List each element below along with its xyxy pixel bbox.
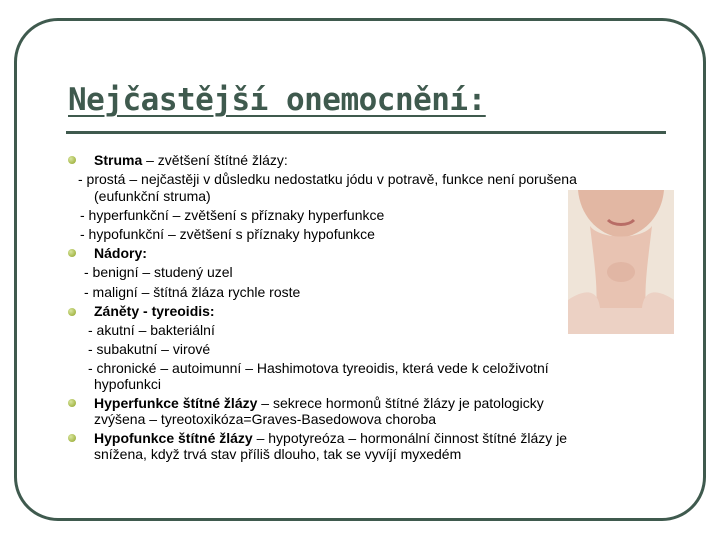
item-continuation: zvýšena – tyreotoxikóza=Graves-Basedowova choroba xyxy=(94,411,437,427)
sub-item: - hyperfunkční – zvětšení s příznaky hyperfunkce xyxy=(80,207,385,223)
item-heading: Struma xyxy=(94,152,143,168)
item-text: – zvětšení štítné žlázy: xyxy=(142,152,288,168)
item-continuation: snížena, když trvá stav příliš dlouho, tak se vyvíjí myxedém xyxy=(94,446,462,462)
bullet-icon xyxy=(68,399,76,407)
sub-item: - subakutní – virové xyxy=(88,341,211,357)
sub-item: - hypofunkční – zvětšení s příznaky hypofunkce xyxy=(80,226,375,242)
bullet-icon xyxy=(68,434,76,442)
item-heading: Nádory: xyxy=(94,245,147,261)
bullet-icon xyxy=(68,156,76,164)
sub-item: - akutní – bakteriální xyxy=(88,322,215,338)
list-item-struma xyxy=(94,151,288,169)
bullet-icon xyxy=(68,249,76,257)
sub-item: - benigní – studený uzel xyxy=(84,264,233,280)
item-heading: Hyperfunkce štítné žlázy xyxy=(94,395,258,411)
sub-item: - chronické – autoimunní – Hashimotova tyreoidis, která vede k celoživotní xyxy=(88,360,549,376)
bullet-icon xyxy=(68,308,76,316)
sub-item-continuation: (eufunkční struma) xyxy=(94,188,211,204)
item-heading: Hypofunkce štítné žlázy xyxy=(94,430,253,446)
sub-item: - prostá – nejčastěji v důsledku nedostatku jódu v potravě, funkce není porušena xyxy=(78,171,577,187)
list-item-zanety xyxy=(94,302,215,320)
item-text: – sekrece hormonů štítné žlázy je patologicky xyxy=(257,395,544,411)
slide-title: Nejčastější onemocnění: xyxy=(68,82,486,118)
item-heading: Záněty - tyreoidis: xyxy=(94,303,215,319)
sub-item-continuation: hypofunkci xyxy=(94,376,161,392)
sub-item: - maligní – štítná žláza rychle roste xyxy=(84,284,301,300)
item-text: – hypotyreóza – hormonální činnost štítné žlázy je xyxy=(252,430,568,446)
list-item-nadory xyxy=(94,244,147,262)
